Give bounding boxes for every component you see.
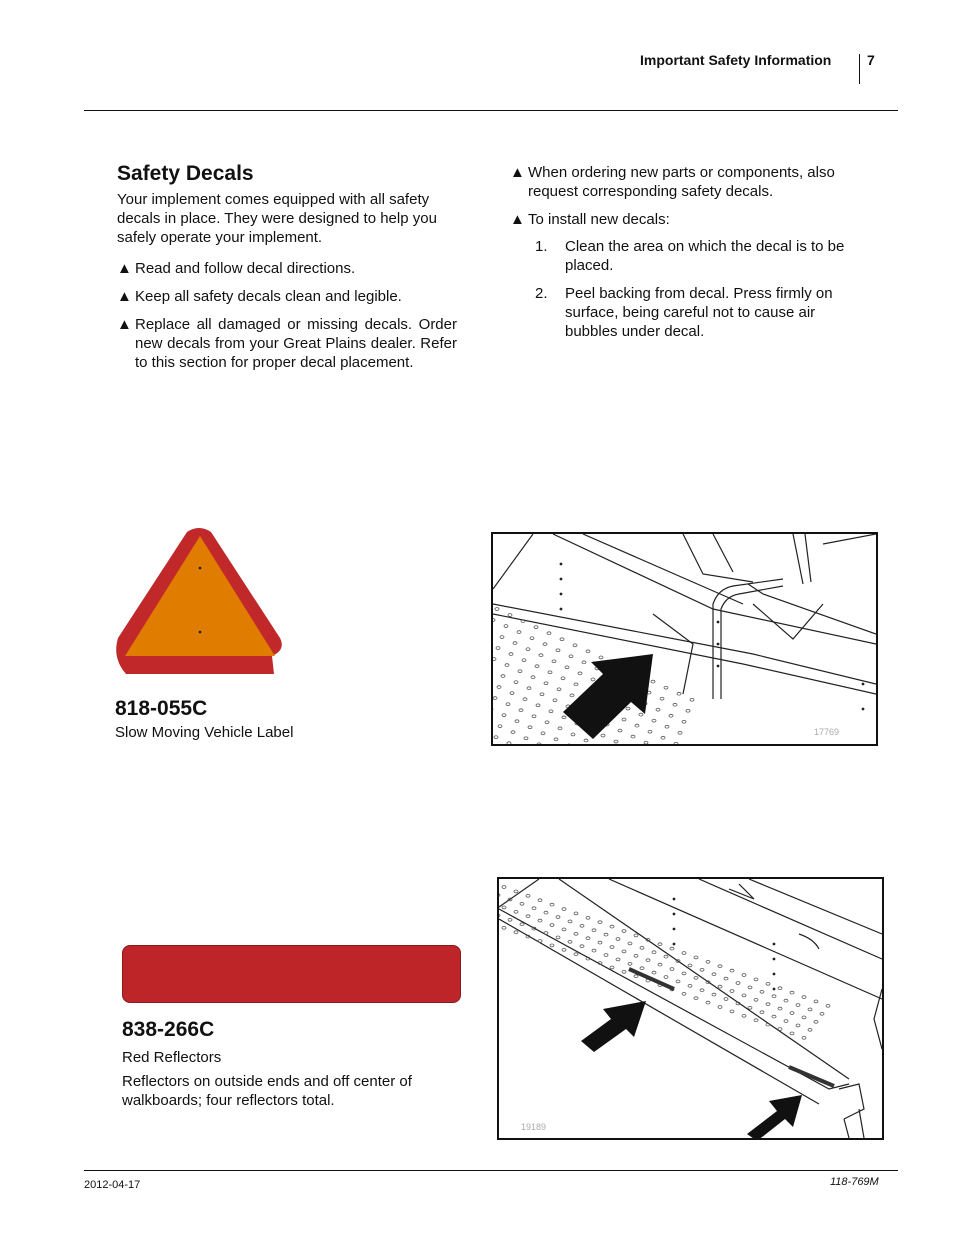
decal-location-figure-2 [497,877,884,1140]
decal-description-2: Reflectors on outside ends and off center of walkboards; four reflectors total. [122,1073,412,1109]
step-item [535,237,855,275]
bullet-text: Keep all safety decals clean and legible. [135,288,402,305]
bullet-item [117,287,457,306]
slow-moving-vehicle-decal [114,528,284,676]
step-text: Peel backing from decal. Press firmly on surface, being careful not to cause air bubbles under decal. [565,285,833,340]
header-rule [84,110,898,111]
smv-mount-hole [199,567,202,570]
figure-number-2: 19189 [521,1122,547,1132]
page-number: 7 [867,52,875,68]
decal-caption-2: Red Reflectors [122,1049,222,1066]
header-section-title: Important Safety Information [640,52,832,68]
bullet-item [510,210,870,229]
triangle-bullet-icon: ▲ [117,316,132,333]
step-number: 2. [535,285,548,302]
step-number: 1. [535,238,548,255]
walkboard-illustration [499,879,882,1138]
walkboard-illustration [493,534,876,744]
bullet-text: When ordering new parts or components, also request corresponding safety decals. [528,164,835,200]
triangle-bullet-icon: ▲ [117,288,132,305]
install-steps [535,237,855,350]
bullet-text: Read and follow decal directions. [135,260,356,277]
decal-location-figure-1 [491,532,878,746]
header-divider [859,54,860,84]
triangle-bullet-icon: ▲ [117,260,132,277]
left-bullet-list [117,259,457,381]
decal-caption-1: Slow Moving Vehicle Label [115,724,294,741]
bullet-item [510,163,870,201]
footer-date: 2012-04-17 [84,1179,141,1191]
triangle-bullet-icon: ▲ [510,164,525,181]
arrow-pointer-icon [747,1095,802,1138]
triangle-bullet-icon: ▲ [510,211,525,228]
step-item [535,284,855,341]
intro-paragraph: Your implement comes equipped with all safety decals in place. They were designed to help you safely operate your implement. [117,191,437,246]
bullet-text: To install new decals: [528,211,670,228]
arrow-pointer-icon [581,1001,646,1052]
right-bullet-list [510,163,870,238]
figure-number-1: 17769 [814,727,840,737]
bullet-item [117,259,457,278]
decal-code-2: 838-266C [122,1018,215,1041]
smv-mount-hole [199,631,202,634]
decal-code-1: 818-055C [115,697,208,720]
footer-rule [84,1170,898,1171]
bullet-text: Replace all damaged or missing decals. Order new decals from your Great Plains dealer. Refer to this section for proper decal placement. [135,316,457,371]
section-title: Safety Decals [117,162,254,185]
reflector-strip [789,1067,834,1086]
arrow-pointer-icon [563,654,653,739]
reflector-strip [629,969,674,989]
red-reflector-decal [122,945,461,1003]
footer-doc-number: 118-769M [830,1176,879,1188]
step-text: Clean the area on which the decal is to be placed. [565,238,845,274]
bullet-item [117,315,457,372]
